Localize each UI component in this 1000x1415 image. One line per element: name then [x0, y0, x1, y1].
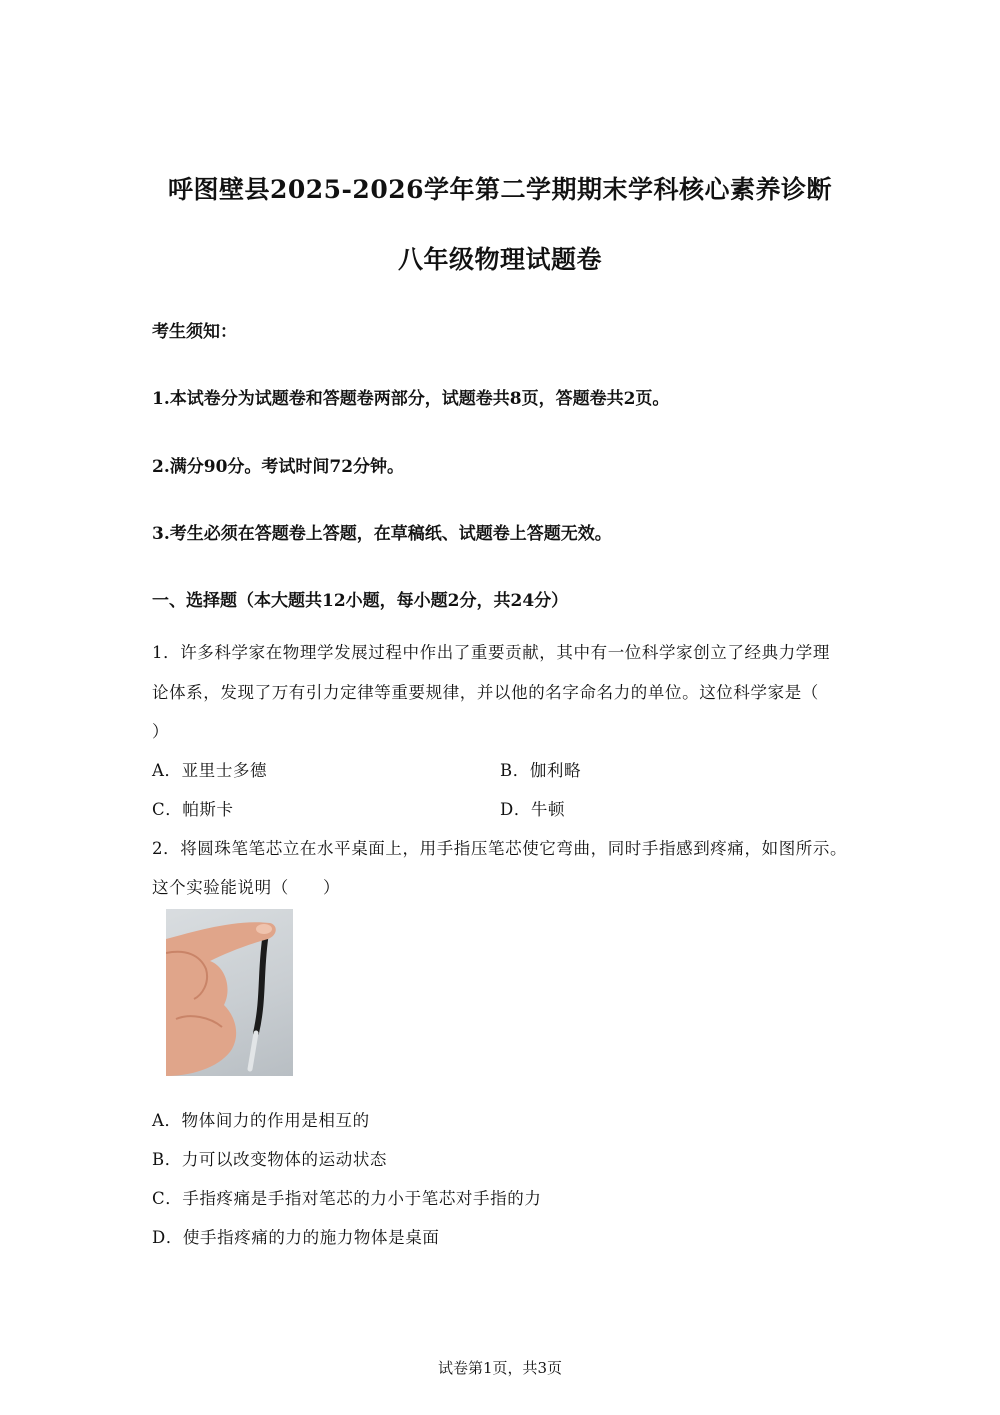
section-heading: 一、选择题（本大题共12小题，每小题2分，共24分）	[152, 591, 569, 611]
exam-title-line2: 八年级物理试题卷	[397, 245, 602, 274]
notice-item-2: 2.满分90分。考试时间72分钟。	[152, 457, 405, 477]
question-1-line-3: ）	[152, 722, 170, 741]
question-1-line-2: 论体系，发现了万有引力定律等重要规律，并以他的名字命名力的单位。这位科学家是（	[152, 683, 819, 702]
finger-pressing-pen-refill-photo	[166, 909, 293, 1076]
question-1-option-d: D．牛顿	[500, 800, 566, 819]
question-2-line-1: 2．将圆珠笔笔芯立在水平桌面上，用手指压笔芯使它弯曲，同时手指感到疼痛，如图所示。	[152, 839, 848, 858]
question-2-option-c: C．手指疼痛是手指对笔芯的力小于笔芯对手指的力	[152, 1189, 542, 1208]
question-1-option-a: A．亚里士多德	[152, 761, 268, 780]
question-2-option-a: A．物体间力的作用是相互的	[152, 1111, 370, 1130]
exam-title-line1: 呼图壁县2025-2026学年第二学期期末学科核心素养诊断	[167, 175, 833, 204]
notice-item-1: 1.本试卷分为试题卷和答题卷两部分，试题卷共8页，答题卷共2页。	[152, 389, 670, 409]
notice-item-3: 3.考生必须在答题卷上答题，在草稿纸、试题卷上答题无效。	[152, 524, 612, 544]
page-footer: 试卷第1页，共3页	[437, 1359, 563, 1377]
question-2-line-2: 这个实验能说明（ ）	[152, 878, 341, 897]
question-2-option-d: D．使手指疼痛的力的施力物体是桌面	[152, 1228, 440, 1247]
question-1-option-b: B．伽利略	[500, 761, 582, 780]
question-2-option-b: B．力可以改变物体的运动状态	[152, 1150, 388, 1169]
question-1-line-1: 1．许多科学家在物理学发展过程中作出了重要贡献，其中有一位科学家创立了经典力学理	[152, 643, 830, 662]
notice-heading: 考生须知：	[152, 322, 237, 342]
question-1-option-c: C．帕斯卡	[152, 800, 234, 819]
